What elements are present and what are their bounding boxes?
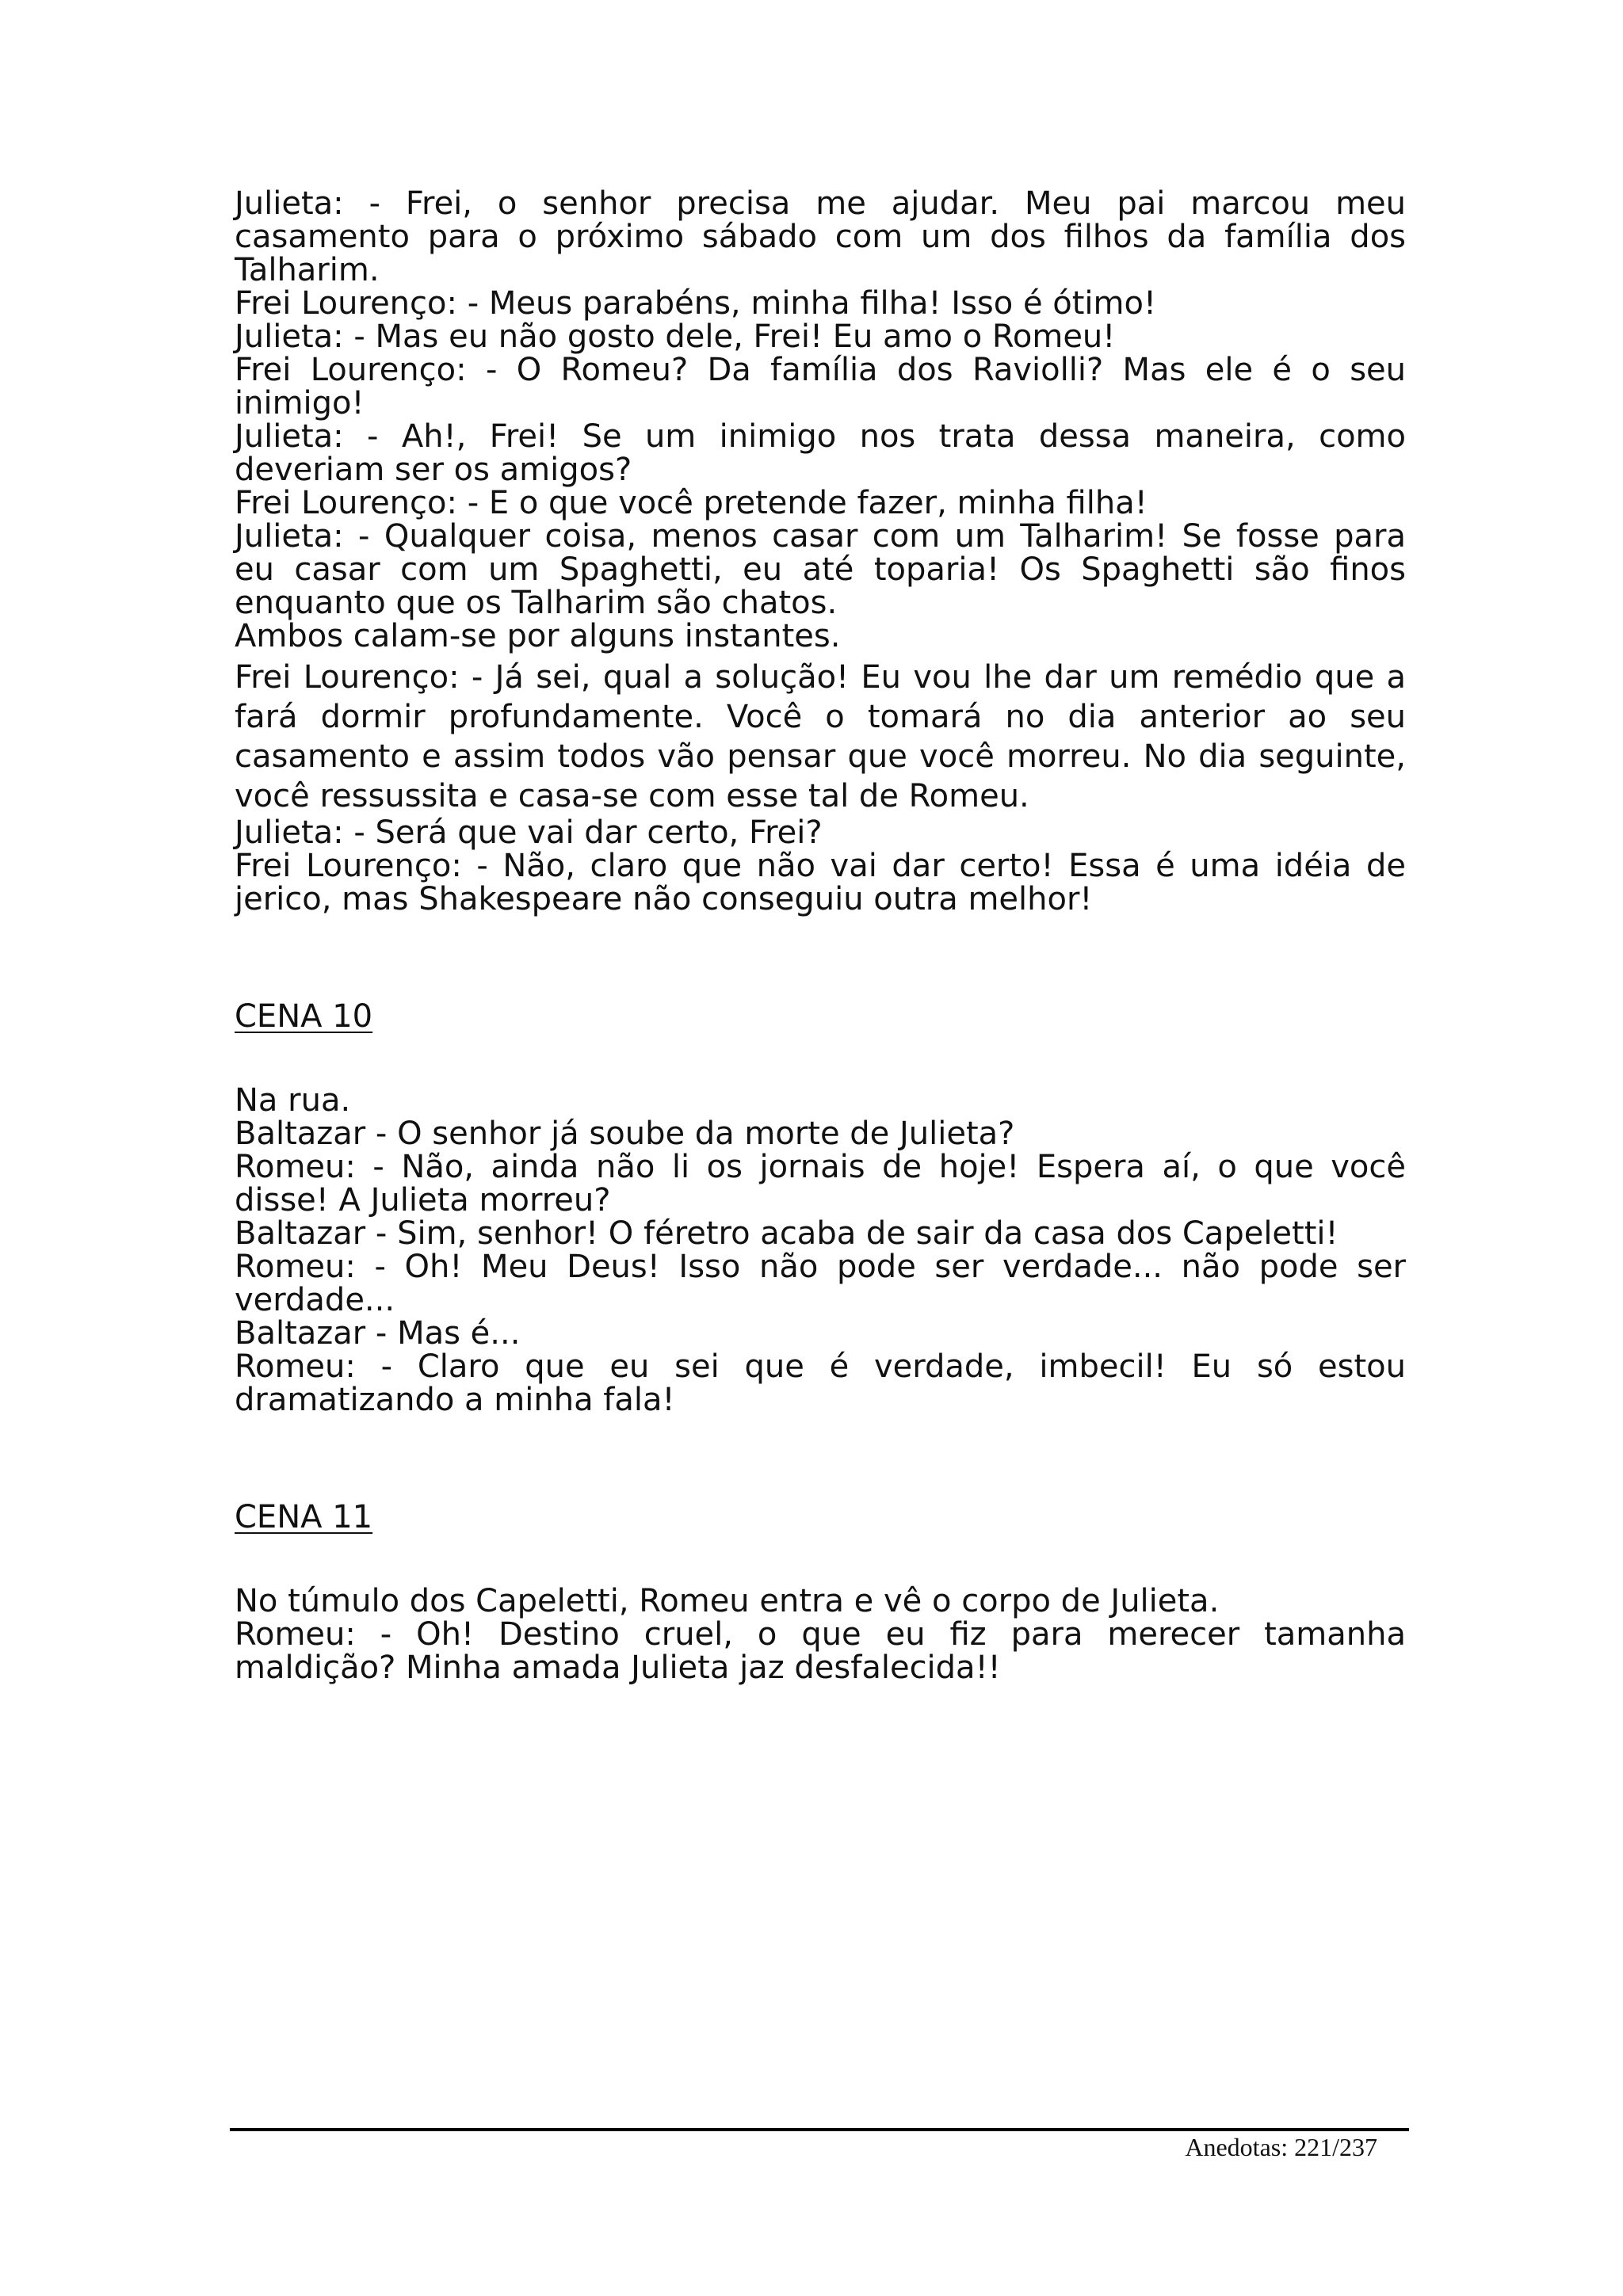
- scene-10: [235, 1000, 1406, 1417]
- scene-heading: CENA 10: [235, 998, 373, 1035]
- dialogue-line: Julieta: - Ah!, Frei! Se um inimigo nos trata dessa maneira, como deveriam ser os amigos?: [235, 418, 1406, 488]
- scene-heading: CENA 11: [235, 1499, 373, 1535]
- dialogue-line: Romeu: - Oh! Meu Deus! Isso não pode ser verdade... não pode ser verdade...: [235, 1249, 1406, 1318]
- dialogue-line: Baltazar - Mas é...: [235, 1315, 521, 1352]
- stage-direction: Na rua.: [235, 1082, 351, 1119]
- dialogue-line: Frei Lourenço: - Meus parabéns, minha filha! Isso é ótimo!: [235, 285, 1157, 322]
- dialogue-line: Frei Lourenço: - Não, claro que não vai dar certo! Essa é uma idéia de jerico, mas Shakespeare não conseguiu outra melhor!: [235, 848, 1406, 917]
- dialogue-line: Frei Lourenço: - E o que você pretende fazer, minha filha!: [235, 485, 1148, 521]
- dialogue-line: Frei Lourenço: - O Romeu? Da família dos Raviolli? Mas ele é o seu inimigo!: [235, 352, 1406, 421]
- dialogue-line: Romeu: - Oh! Destino cruel, o que eu fiz para merecer tamanha maldição? Minha amada Julieta jaz desfalecida!!: [235, 1616, 1406, 1686]
- stage-direction: No túmulo dos Capeletti, Romeu entra e vê o corpo de Julieta.: [235, 1583, 1220, 1619]
- dialogue-block-loose: [235, 658, 1406, 816]
- scene-11: [235, 1501, 1406, 1684]
- dialogue-line: Romeu: - Não, ainda não li os jornais de hoje! Espera aí, o que você disse! A Julieta morreu?: [235, 1149, 1406, 1219]
- dialogue-block-top: [235, 187, 1406, 653]
- dialogue-line: Baltazar - O senhor já soube da morte de Julieta?: [235, 1116, 1015, 1152]
- dialogue-block-after: [235, 816, 1406, 916]
- footer-rule: [230, 2128, 1409, 2131]
- stage-direction: Ambos calam-se por alguns instantes.: [235, 618, 841, 654]
- page-number: Anedotas: 221/237: [1185, 2133, 1377, 2161]
- dialogue-line: Romeu: - Claro que eu sei que é verdade, imbecil! Eu só estou dramatizando a minha fala!: [235, 1348, 1406, 1418]
- dialogue-line: Frei Lourenço: - Já sei, qual a solução! Eu vou lhe dar um remédio que a fará dormir profundamente. Você o tomará no dia anterior ao seu casamento e assim todos vão pensar que você morreu. No dia seguinte, você ressussita e casa-se com esse tal de Romeu.: [235, 659, 1406, 814]
- dialogue-line: Julieta: - Será que vai dar certo, Frei?: [235, 814, 823, 851]
- page-content: [235, 187, 1406, 1684]
- dialogue-line: Julieta: - Qualquer coisa, menos casar com um Talharim! Se fosse para eu casar com um Spaghetti, eu até toparia! Os Spaghetti são finos enquanto que os Talharim são chatos.: [235, 518, 1406, 621]
- dialogue-line: Julieta: - Mas eu não gosto dele, Frei! Eu amo o Romeu!: [235, 318, 1116, 355]
- dialogue-line: Julieta: - Frei, o senhor precisa me ajudar. Meu pai marcou meu casamento para o próximo sábado com um dos filhos da família dos Talharim.: [235, 185, 1406, 288]
- dialogue-line: Baltazar - Sim, senhor! O féretro acaba de sair da casa dos Capeletti!: [235, 1215, 1338, 1252]
